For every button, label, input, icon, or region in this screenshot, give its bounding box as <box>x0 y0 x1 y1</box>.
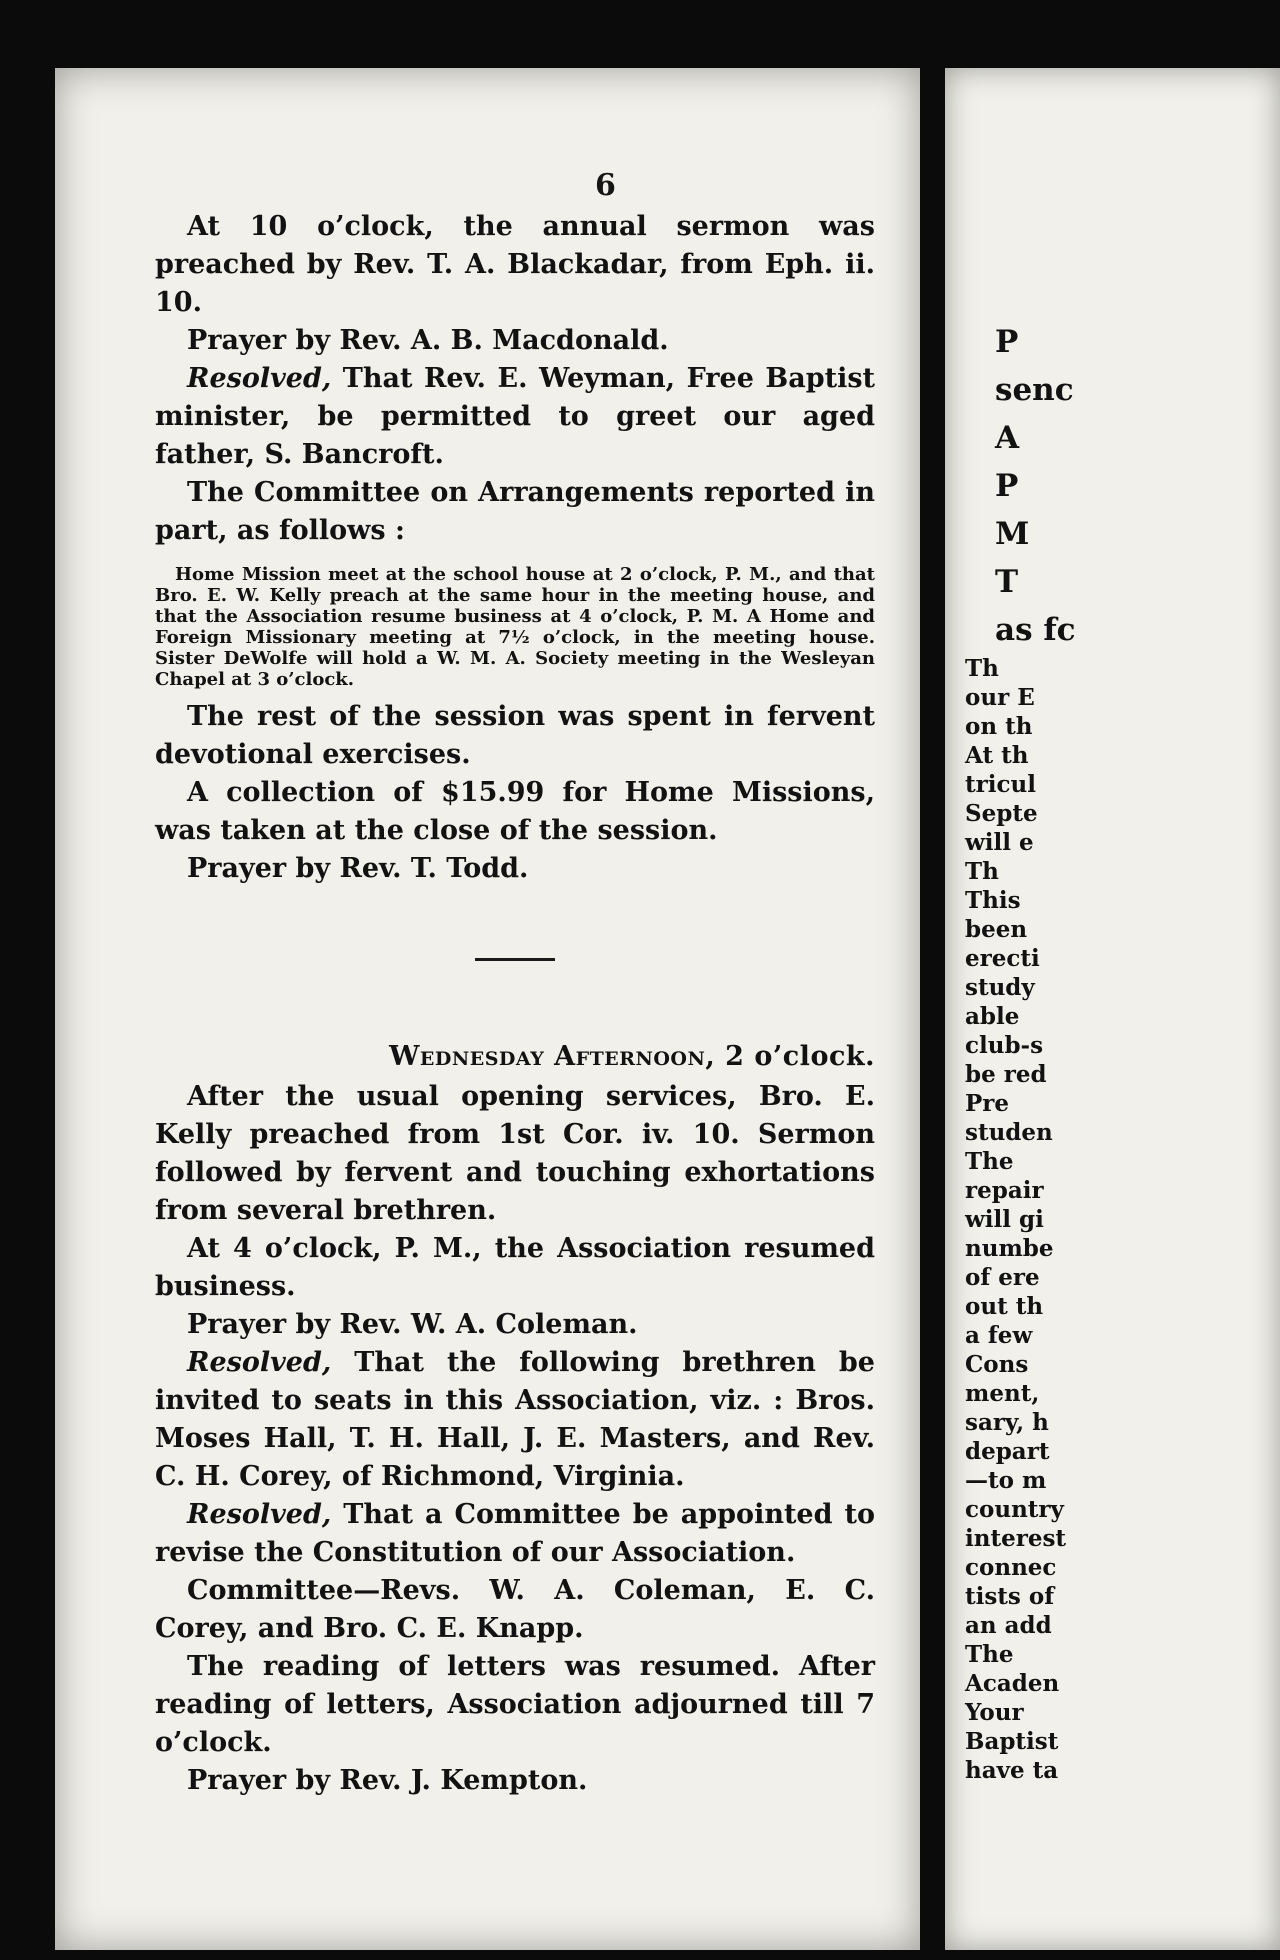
adjacent-page-line: Th <box>965 655 999 682</box>
adjacent-page-line: tists of <box>965 1583 1055 1610</box>
resolved-text: That Rev. E. Weyman, Free Baptist minister, be permitted to greet our aged father, S. Bancroft. <box>155 363 875 470</box>
adjacent-page-line: P <box>995 324 1019 360</box>
adjacent-page-line: have ta <box>965 1757 1059 1784</box>
adjacent-page-line: depart <box>965 1438 1050 1465</box>
adjacent-page-line: A <box>995 420 1020 456</box>
adjacent-page-line: Pre <box>965 1090 1010 1117</box>
adjacent-page-line: studen <box>965 1119 1053 1146</box>
adjacent-page-line: will gi <box>965 1206 1044 1233</box>
paragraph-resolved-seats <box>155 1344 875 1496</box>
adjacent-page-line: ment, <box>965 1380 1040 1407</box>
paragraph-committee-arrangements: The Committee on Arrangements reported in part, as follows : <box>155 477 875 546</box>
paragraph-reading-letters: The reading of letters was resumed. After reading of letters, Association adjourned till 7 o’clock. <box>155 1651 875 1758</box>
section-heading-time: 2 o’clock. <box>715 1041 875 1072</box>
adjacent-page-line: Cons <box>965 1351 1029 1378</box>
page-number: 6 <box>595 168 616 203</box>
paragraph-prayer-macdonald: Prayer by Rev. A. B. Macdonald. <box>187 325 669 356</box>
adjacent-page-line: —to m <box>965 1467 1047 1494</box>
paragraph-prayer-todd: Prayer by Rev. T. Todd. <box>187 853 529 884</box>
paragraph-rest-of-session: The rest of the session was spent in fervent devotional exercises. <box>155 701 875 770</box>
adjacent-page-line: our E <box>965 684 1035 711</box>
adjacent-page-line: Th <box>965 858 999 885</box>
paragraph-resumed-business: At 4 o’clock, P. M., the Association resumed business. <box>155 1233 875 1302</box>
adjacent-page-line: a few <box>965 1322 1033 1349</box>
resolved-label: Resolved, <box>187 363 332 394</box>
resolved-text: That a Committee be appointed to revise the Constitution of our Association. <box>155 1499 875 1568</box>
adjacent-page-line: Acaden <box>965 1670 1060 1697</box>
adjacent-page-line: able <box>965 1003 1020 1030</box>
paragraph-prayer-kempton: Prayer by Rev. J. Kempton. <box>187 1765 588 1796</box>
paragraph-collection: A collection of $15.99 for Home Missions, was taken at the close of the session. <box>155 777 875 846</box>
section-divider <box>475 958 555 961</box>
adjacent-page-line: on th <box>965 713 1033 740</box>
adjacent-page-line: will e <box>965 829 1034 856</box>
adjacent-page-line: This <box>965 887 1021 914</box>
adjacent-page-line: sary, h <box>965 1409 1049 1436</box>
section-heading-day: Wednesday Afternoon, <box>389 1041 716 1072</box>
adjacent-page-line: of ere <box>965 1264 1040 1291</box>
adjacent-page-line: club-s <box>965 1032 1044 1059</box>
adjacent-page-line: Baptist <box>965 1728 1059 1755</box>
paragraph-sermon: At 10 o’clock, the annual sermon was preached by Rev. T. A. Blackadar, from Eph. ii. 10. <box>155 211 875 318</box>
adjacent-page-line: repair <box>965 1177 1044 1204</box>
adjacent-page-line: numbe <box>965 1235 1054 1262</box>
paragraph-resolved-constitution <box>155 1496 875 1572</box>
adjacent-page-line: The <box>965 1148 1014 1175</box>
adjacent-page-line: Your <box>965 1699 1024 1726</box>
document-page <box>55 68 920 1950</box>
adjacent-page-line: country <box>965 1496 1064 1523</box>
resolved-label: Resolved, <box>187 1347 332 1378</box>
adjacent-page-line: M <box>995 516 1030 552</box>
paragraph-resolved-weyman <box>155 360 875 474</box>
adjacent-page-text <box>965 318 1265 1785</box>
adjacent-page-line: At th <box>965 742 1029 769</box>
adjacent-page-line: interest <box>965 1525 1067 1552</box>
adjacent-page-line: connec <box>965 1554 1057 1581</box>
adjacent-page-line: tricul <box>965 771 1036 798</box>
section-heading <box>155 1041 875 1072</box>
adjacent-page-line: senc <box>995 372 1074 408</box>
adjacent-page-line: P <box>995 468 1019 504</box>
adjacent-page-line: erecti <box>965 945 1040 972</box>
adjacent-page-line: been <box>965 916 1028 943</box>
page-body <box>155 208 875 1800</box>
paragraph-committee-members: Committee—Revs. W. A. Coleman, E. C. Corey, and Bro. C. E. Knapp. <box>155 1575 875 1644</box>
adjacent-page-line: study <box>965 974 1035 1001</box>
paragraph-opening-services: After the usual opening services, Bro. E. Kelly preached from 1st Cor. iv. 10. Sermon followed by fervent and touching exhortations from several brethren. <box>155 1081 875 1226</box>
resolved-label: Resolved, <box>187 1499 332 1530</box>
resolved-text: That the following brethren be invited to seats in this Association, viz. : Bros. Moses Hall, T. H. Hall, J. E. Masters, and Rev. C. H. Corey, of Richmond, Virginia. <box>155 1347 875 1492</box>
adjacent-page-line: as fc <box>995 612 1076 648</box>
adjacent-page-line: Septe <box>965 800 1038 827</box>
adjacent-page-line: T <box>995 564 1019 600</box>
adjacent-page-line: The <box>965 1641 1014 1668</box>
arrangements-report: Home Mission meet at the school house at 2 o’clock, P. M., and that Bro. E. W. Kelly preach at the same hour in the meeting house, and that the Association resume business at 4 o’clock, P. M. A Home and Foreign Missionary meeting at 7½ o’clock, in the meeting house. Sister DeWolfe will hold a W. M. A. Society meeting in the Wesleyan Chapel at 3 o’clock. <box>155 564 875 690</box>
adjacent-page-line: be red <box>965 1061 1047 1088</box>
adjacent-page-line: an add <box>965 1612 1052 1639</box>
adjacent-page-line: out th <box>965 1293 1044 1320</box>
paragraph-prayer-coleman: Prayer by Rev. W. A. Coleman. <box>187 1309 638 1340</box>
adjacent-page <box>945 68 1280 1950</box>
